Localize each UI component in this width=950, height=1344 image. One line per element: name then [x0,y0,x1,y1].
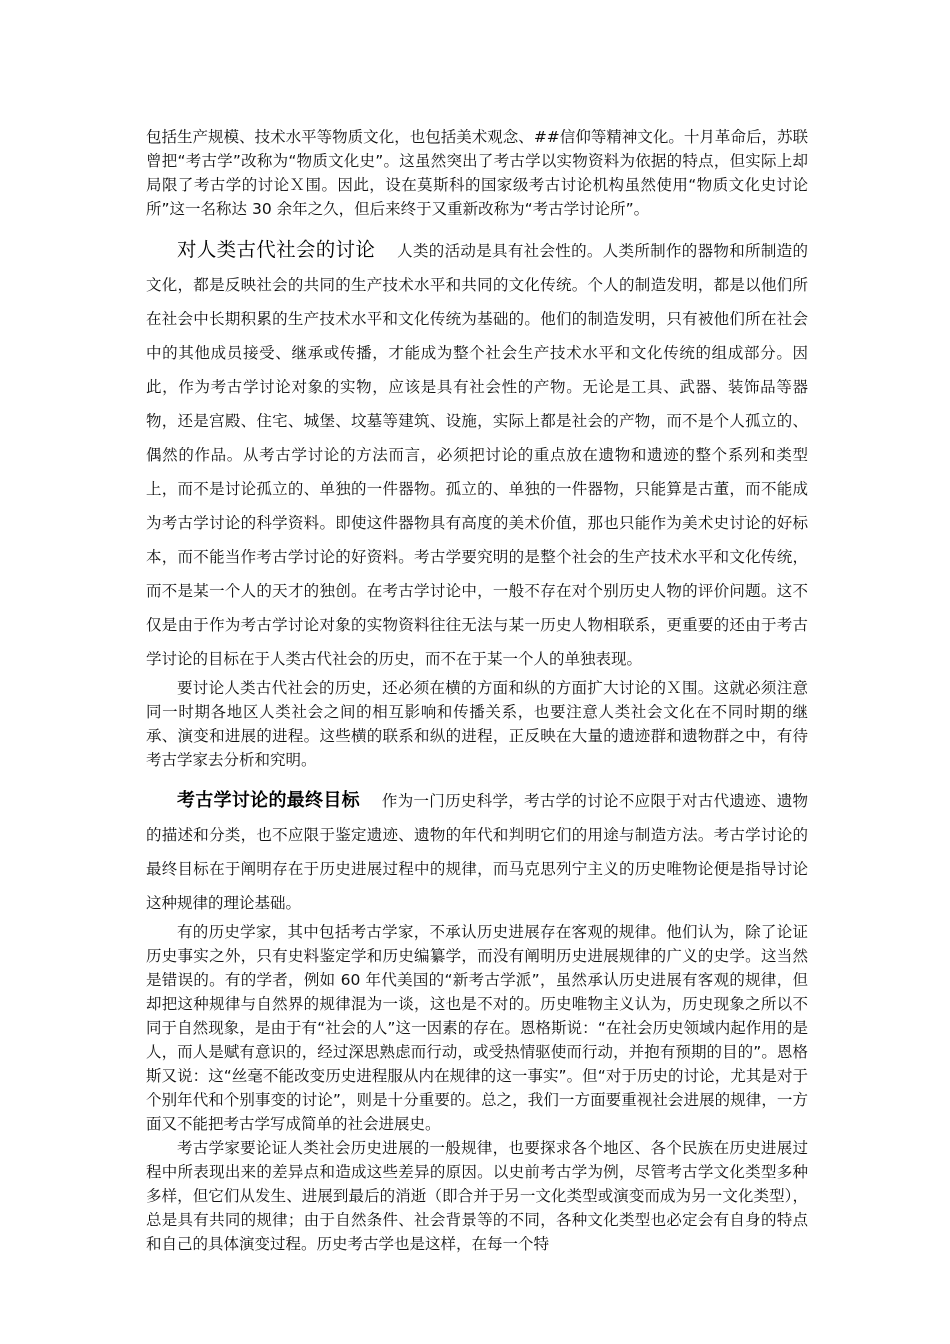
document-page [146,125,808,1256]
paragraph-regional-difference: 考古学家要论证人类社会历史进展的一般规律，也要探求各个地区、各个民族在历史进展过程中所表现出来的差异点和造成这些差异的原因。以史前考古学为例，尽管考古学文化类型多种多样，但它们从发生、进展到最后的消逝（即合并于另一文化类型或演变而成为另一文化类型），总是具有共同的规律；由于自然条件、社会背景等的不同，各种文化类型也必定会有自身的特点和自己的具体演变过程。历史考古学也是这样，在每一个特 [146,1139,808,1253]
section-text-human-society: 人类的活动是具有社会性的。人类所制作的器物和所制造的文化，都是反映社会的共同的生产技术水平和共同的文化传统。个人的制造发明，都是以他们所在社会中长期积累的生产技术水平和文化传统为基础的。他们的制造发明，只有被他们所在社会中的其他成员接受、继承或传播，才能成为整个社会生产技术水平和文化传统的组成部分。因此，作为考古学讨论对象的实物，应该是具有社会性的产物。无论是工具、武器、装饰品等器物，还是宫殿、住宅、城堡、坟墓等建筑、设施，实际上都是社会的产物，而不是个人孤立的、偶然的作品。从考古学讨论的方法而言，必须把讨论的重点放在遗物和遗迹的整个系列和类型上，而不是讨论孤立的、单独的一件器物。孤立的、单独的一件器物，只能算是古董，而不能成为考古学讨论的科学资料。即使这件器物具有高度的美术价值，那也只能作为美术史讨论的好标本，而不能当作考古学讨论的好资料。考古学要究明的是整个社会的生产技术水平和文化传统，而不是某一个人的天才的独创。在考古学讨论中，一般不存在对个别历史人物的评价问题。这不仅是由于作为考古学讨论对象的实物资料往往无法与某一历史人物相联系，更重要的还由于考古学讨论的目标在于人类古代社会的历史，而不在于某一个人的单独表现。 [146,242,808,668]
section-text-final-goal: 作为一门历史科学，考古学的讨论不应限于对古代遗迹、遗物的描述和分类，也不应限于鉴定遗迹、遗物的年代和判明它们的用途与制造方法。考古学讨论的最终目标在于阐明存在于历史进展过程中的规律，而马克思列宁主义的历史唯物论便是指导讨论这种规律的理论基础。 [146,792,808,912]
paragraph-intro: 包括生产规模、技术水平等物质文化，也包括美术观念、##信仰等精神文化。十月革命后，苏联曾把“考古学”改称为“物质文化史”。这虽然突出了考古学以实物资料为依据的特点，但实际上却局限了考古学的讨论Ｘ围。因此，设在莫斯科的国家级考古讨论机构虽然使用“物质文化史讨论所”这一名称达 30 余年之久，但后来终于又重新改称为“考古学讨论所”。 [146,128,808,218]
section-human-society [146,233,808,676]
section-heading-final-goal: 考古学讨论的最终目标 [177,790,360,811]
paragraph-historical-law: 有的历史学家，其中包括考古学家，不承认历史进展存在客观的规律。他们认为，除了论证历史事实之外，只有史料鉴定学和历史编纂学，而没有阐明历史进展规律的广义的史学。这当然是错误的。有的学者，例如 60 年代美国的“新考古学派”，虽然承认历史进展有客观的规律，但却把这种规律与自然界的规律混为一谈，这也是不对的。历史唯物主义认为，历史现象之所以不同于自然现象，是由于有“社会的人”这一因素的存在。恩格斯说：“在社会历史领域内起作用的是人，而人是赋有意识的，经过深思熟虑而行动，或受热情驱使而行动，并抱有预期的目的”。恩格斯又说：这“丝毫不能改变历史进程服从内在规律的这一事实”。但“对于历史的讨论，尤其是对于个别年代和个别事变的讨论”，则是十分重要的。总之，我们一方面要重视社会进展的规律，一方面又不能把考古学写成简单的社会进展史。 [146,923,808,1133]
section-heading-human-society: 对人类古代社会的讨论 [177,238,376,261]
paragraph-scope: 要讨论人类古代社会的历史，还必须在横的方面和纵的方面扩大讨论的Ｘ围。这就必须注意同一时期各地区人类社会之间的相互影响和传播关系，也要注意人类社会文化在不同时期的继承、演变和进展的进程。这些横的联系和纵的进程，正反映在大量的遗迹群和遗物群之中，有待考古学家去分析和究明。 [146,679,808,769]
section-final-goal [146,784,808,920]
